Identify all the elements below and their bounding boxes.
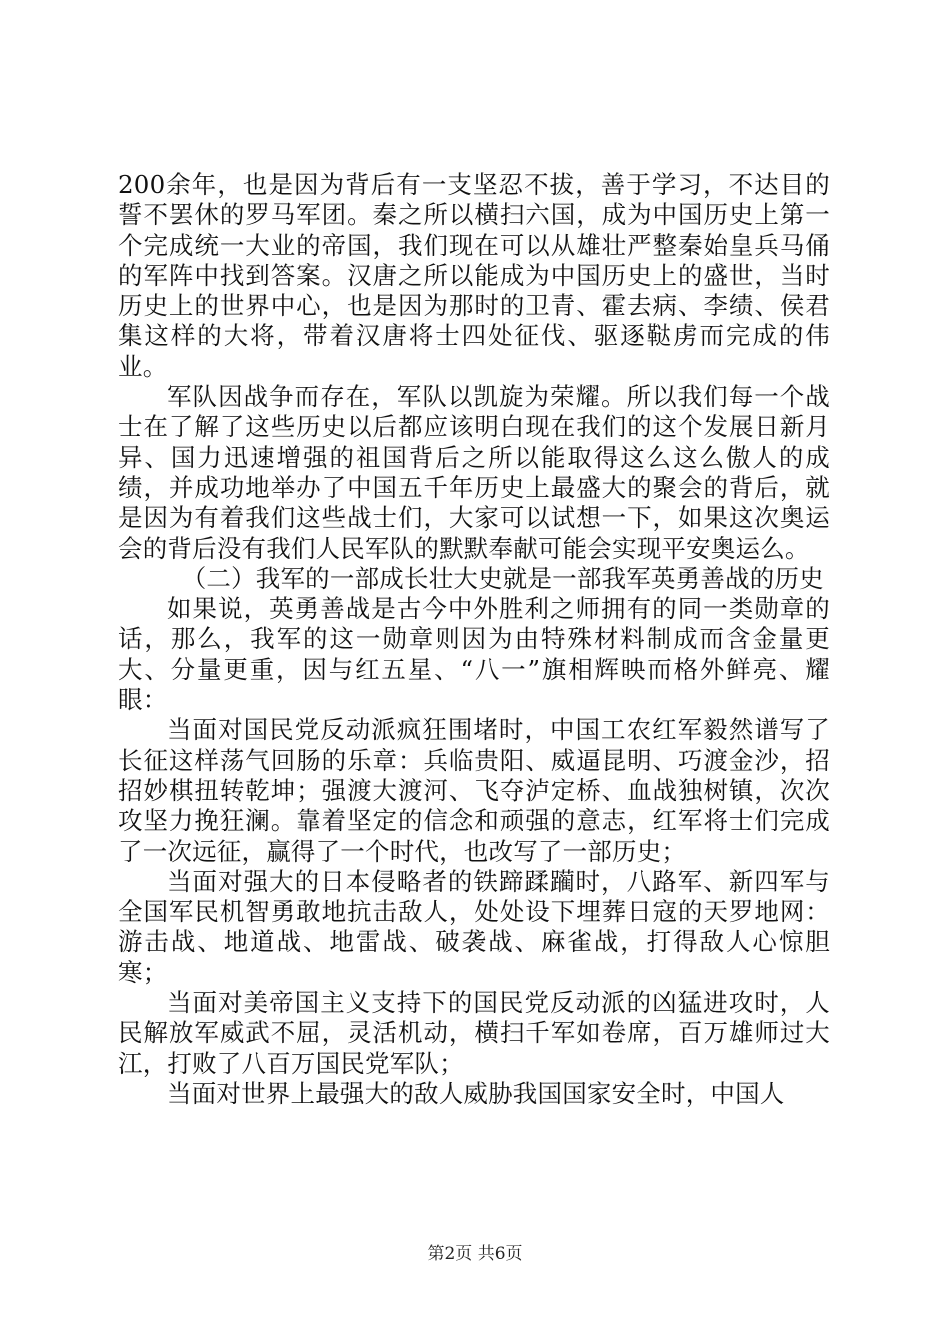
section-heading: （二）我军的一部成长壮大史就是一部我军英勇善战的历史	[181, 563, 824, 593]
paragraph-army-exists-for-war: 军队因战争而存在，军队以凯旋为荣耀。所以我们每一个战士在了解了这些历史以后都应该明白现在我们的这个发展日新月异、国力迅速增强的祖国背后之所以能取得这么这么傲人的成绩，并成功地举办了中国五千年历史上最盛大的聚会的背后，就是因为有着我们这些战士们，大家可以试想一下，如果这次奥运会的背后没有我们人民军队的默默奉献可能会实现平安奥运么。	[118, 382, 830, 563]
paragraph-national-security: 当面对世界上最强大的敌人威胁我国国家安全时，中国人	[167, 1078, 785, 1108]
paragraph-anti-japanese-war: 当面对强大的日本侵略者的铁蹄蹂躏时，八路军、新四军与全国军民机智勇敢地抗击敌人，处处设下埋葬日寇的天罗地网：游击战、地道战、地雷战、破袭战、麻雀战，打得敌人心惊胆寒；	[118, 866, 830, 987]
paragraph-brave-medal: 如果说，英勇善战是古今中外胜利之师拥有的同一类勋章的话，那么，我军的这一勋章则因为由特殊材料制成而含金量更大、分量更重，因与红五星、“八一”旗相辉映而格外鲜亮、耀眼：	[118, 594, 830, 715]
paragraph-continuation: 200余年，也是因为背后有一支坚忍不拔，善于学习，不达目的誓不罢休的罗马军团。秦之所以横扫六国，成为中国历史上第一个完成统一大业的帝国，我们现在可以从雄壮严整秦始皇兵马俑的军阵中找到答案。汉唐之所以能成为中国历史上的盛世，当时历史上的世界中心，也是因为那时的卫青、霍去病、李绩、侯君集这样的大将，带着汉唐将士四处征伐、驱逐鞑虏而完成的伟业。	[118, 170, 830, 381]
document-body	[118, 170, 830, 1109]
page-footer: 第2页 共6页	[427, 1244, 523, 1264]
paragraph-liberation-war: 当面对美帝国主义支持下的国民党反动派的凶猛进攻时，人民解放军威武不屈，灵活机动，横扫千军如卷席，百万雄师过大江，打败了八百万国民党军队；	[118, 988, 830, 1078]
paragraph-long-march: 当面对国民党反动派疯狂围堵时，中国工农红军毅然谱写了长征这样荡气回肠的乐章：兵临贵阳、威逼昆明、巧渡金沙，招招妙棋扭转乾坤；强渡大渡河、飞夺泸定桥、血战独树镇，次次攻坚力挽狂澜。靠着坚定的信念和顽强的意志，红军将士们完成了一次远征，赢得了一个时代，也改写了一部历史；	[118, 715, 830, 866]
